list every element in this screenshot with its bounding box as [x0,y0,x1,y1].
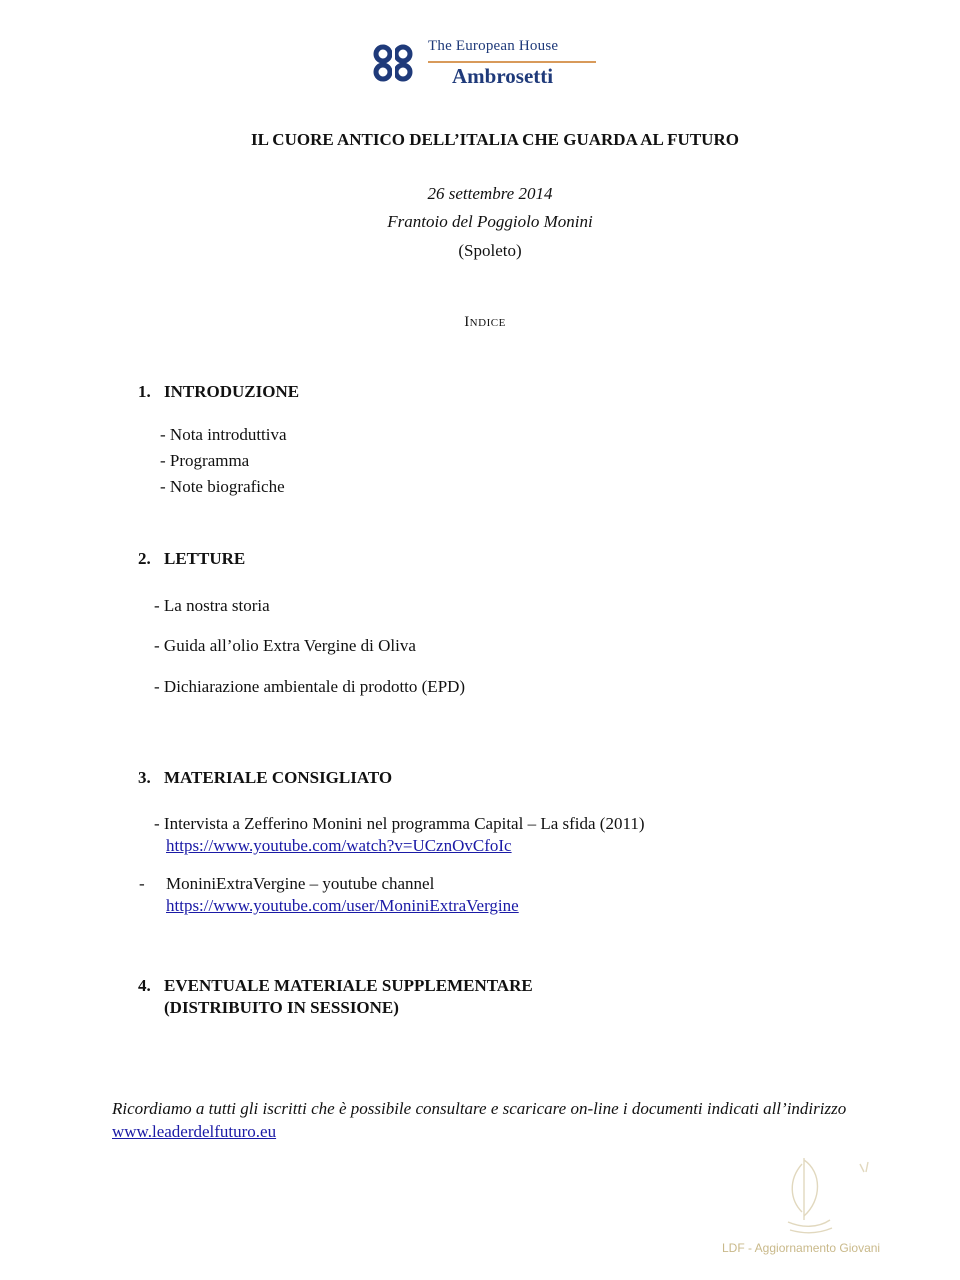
section-title: MATERIALE CONSIGLIATO [164,768,393,787]
list-item-dash: - [139,874,145,893]
section-heading-materiale-supplementare [138,976,533,996]
section-title: EVENTUALE MATERIALE SUPPLEMENTARE [164,976,533,995]
youtube-video-link[interactable]: https://www.youtube.com/watch?v=UCznOvCfoIc [166,836,512,855]
list-item: - Intervista a Zefferino Monini nel programma Capital – La sfida (2011) [154,814,645,833]
list-item: - Nota introduttiva [160,425,287,444]
sailboat-watermark-icon [782,1150,882,1240]
index-heading: Indice [464,314,506,330]
list-item: MoniniExtraVergine – youtube channel [166,874,435,893]
section-heading-materiale-consigliato [138,768,392,788]
section-number: 3. [138,768,151,787]
ambrosetti-logo-mark-icon [372,42,422,84]
section-heading-letture [138,549,245,569]
list-item: - Note biografiche [160,477,285,496]
event-date: 26 settembre 2014 [427,184,553,203]
logo-text-line2: Ambrosetti [452,64,554,88]
list-item: - Programma [160,451,250,470]
section-title: LETTURE [164,549,246,568]
logo-text-line1: The European House [428,38,559,54]
list-item: - Guida all’olio Extra Vergine di Oliva [154,636,416,655]
section-heading-introduzione [138,382,299,402]
list-item: - La nostra storia [154,596,270,615]
section-number: 1. [138,382,151,401]
event-venue: Frantoio del Poggiolo Monini [387,212,593,231]
logo-rule [428,61,596,63]
section-title: INTRODUZIONE [164,382,300,401]
list-item: - Dichiarazione ambientale di prodotto (EPD) [154,677,466,696]
section-title-line2: (DISTRIBUITO IN SESSIONE) [164,998,399,1017]
section-number: 2. [138,549,151,568]
youtube-channel-link[interactable]: https://www.youtube.com/user/MoniniExtraVergine [166,896,519,915]
website-link[interactable]: www.leaderdelfuturo.eu [112,1122,277,1141]
event-city: (Spoleto) [458,241,522,260]
watermark-text: LDF - Aggiornamento Giovani [722,1241,881,1255]
footer-text: Ricordiamo a tutti gli iscritti che è possibile consultare e scaricare on-line i documenti indicati all’indirizzo [112,1099,847,1118]
footer-note [112,1097,872,1143]
section-number: 4. [138,976,151,995]
document-title: IL CUORE ANTICO DELL’ITALIA CHE GUARDA AL FUTURO [251,130,739,149]
